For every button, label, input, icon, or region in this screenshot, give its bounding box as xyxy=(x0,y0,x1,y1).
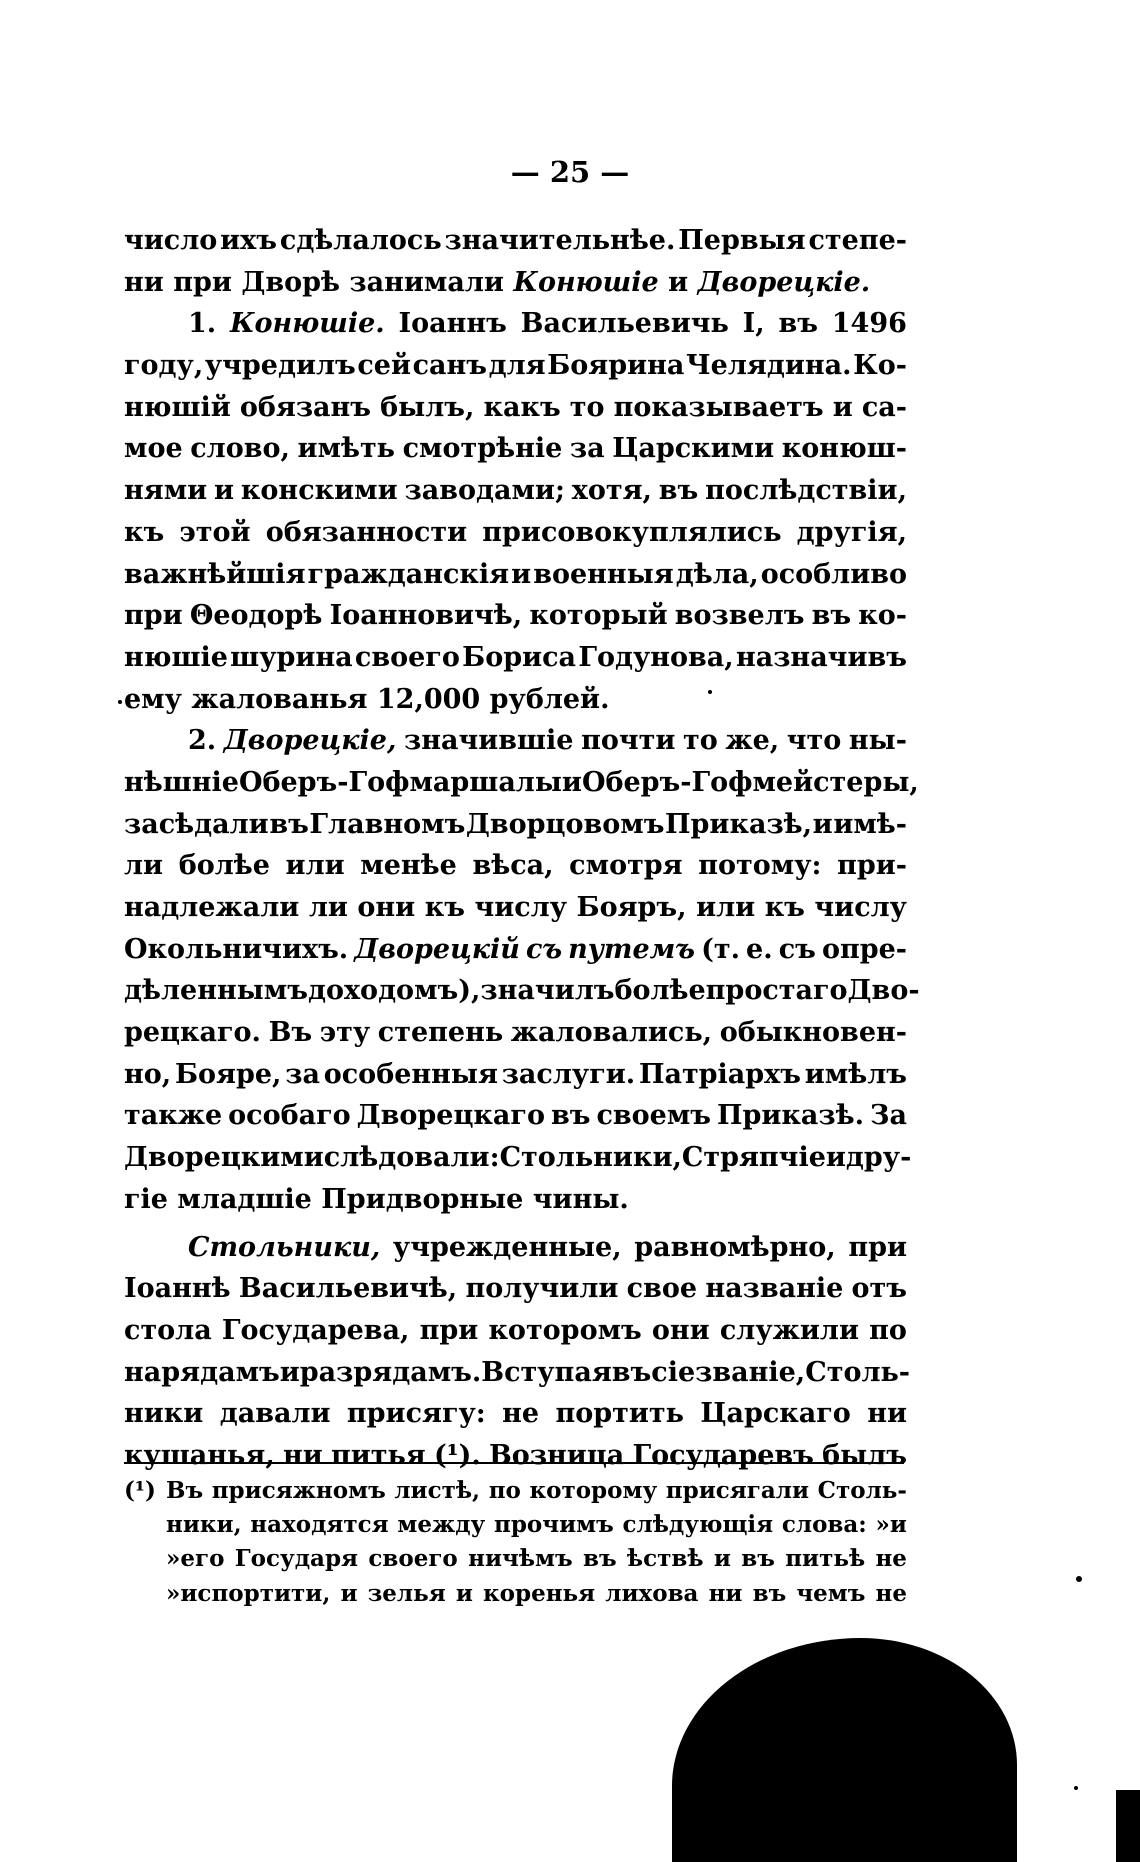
word: важнѣйшія xyxy=(124,558,306,590)
text-line xyxy=(124,1393,907,1435)
word: обязанности xyxy=(265,516,468,548)
word: въ xyxy=(550,1100,591,1132)
word: Боярина xyxy=(547,350,685,382)
word: рецкаго. xyxy=(124,1017,261,1049)
text-line xyxy=(124,1137,912,1179)
word: военныя xyxy=(533,558,674,590)
word: хотя, xyxy=(571,475,652,507)
word: за xyxy=(569,433,605,465)
word: Стольники, xyxy=(499,1142,682,1174)
word: ко- xyxy=(858,600,907,632)
word: Дво- xyxy=(847,975,920,1007)
word: присягу: xyxy=(346,1398,486,1430)
text-line xyxy=(124,595,907,637)
text-line xyxy=(124,929,907,971)
text-line xyxy=(124,470,907,512)
text-line xyxy=(124,1179,907,1221)
word: которомъ xyxy=(488,1314,642,1346)
word: Бояре, xyxy=(174,1058,282,1090)
word: ни xyxy=(708,1579,743,1607)
word: особливо xyxy=(760,558,907,590)
word: который xyxy=(529,600,668,632)
word: лихова xyxy=(605,1579,699,1607)
word: не xyxy=(875,1545,907,1573)
word: Въ xyxy=(166,1477,204,1504)
word: чины. xyxy=(532,1183,629,1215)
word: Главномъ xyxy=(309,808,466,840)
word: Іоанновичѣ, xyxy=(329,600,523,632)
word: возвелъ xyxy=(674,600,805,632)
word: Государевъ xyxy=(632,1439,814,1471)
word: конскими xyxy=(240,475,398,507)
text-line xyxy=(124,345,907,387)
word: присягали xyxy=(665,1477,810,1504)
word: и xyxy=(214,475,235,507)
word: »и xyxy=(875,1511,907,1539)
word: Дворецкаго xyxy=(356,1100,545,1132)
word: менѣе xyxy=(360,850,457,882)
word: Первыя xyxy=(678,225,806,256)
word: мое xyxy=(124,433,183,465)
word: и xyxy=(832,391,853,423)
word: I, xyxy=(742,308,765,340)
word: дѣленнымъ xyxy=(124,975,308,1007)
word: въ xyxy=(611,1356,652,1388)
word: названіе xyxy=(705,1273,844,1305)
word: вѣса, xyxy=(472,850,554,882)
word: болѣе xyxy=(178,850,270,882)
text-line xyxy=(124,1095,907,1137)
word: къ xyxy=(424,892,465,923)
word: Бояръ, xyxy=(576,892,687,923)
word: гіе xyxy=(124,1183,168,1215)
word: кушанья, xyxy=(124,1439,275,1471)
word: Θеодорѣ xyxy=(189,600,323,632)
word: питьѣ xyxy=(785,1545,866,1573)
word: по xyxy=(869,1314,907,1346)
word: ники xyxy=(124,1398,204,1430)
word: разрядамъ. xyxy=(299,1356,482,1388)
word: шурина xyxy=(230,641,353,673)
word: нарядамъ xyxy=(124,1356,280,1388)
word: Стольники, xyxy=(188,1231,381,1263)
word: равномѣрно, xyxy=(634,1231,836,1263)
text-line xyxy=(124,554,907,596)
word: не xyxy=(875,1579,907,1607)
word: въ xyxy=(741,1545,775,1573)
word: дру- xyxy=(845,1142,912,1174)
word: слѣдующія xyxy=(622,1511,774,1539)
body-text xyxy=(124,220,920,1477)
word: Приказѣ. xyxy=(716,1100,864,1132)
word: былъ, xyxy=(380,391,475,423)
word: Оберъ-Гофмаршалы xyxy=(238,766,562,798)
scan-page-edge-shadow xyxy=(1116,1790,1140,1862)
text-line xyxy=(124,637,907,679)
word: въ xyxy=(811,600,852,632)
word: Дворецкіе. xyxy=(697,266,871,298)
footnote-line xyxy=(124,1542,907,1576)
word: званіе, xyxy=(695,1356,806,1388)
word: Ко- xyxy=(853,350,907,382)
word: (¹). xyxy=(433,1439,481,1471)
word: ли xyxy=(124,850,164,882)
word: 12,000 xyxy=(376,683,481,715)
text-line xyxy=(124,1227,907,1269)
word: при xyxy=(848,1231,907,1263)
word: сдѣлалось xyxy=(279,225,442,256)
word: въ xyxy=(658,475,699,507)
word: конюш- xyxy=(781,433,907,465)
word: »испортити, xyxy=(166,1579,331,1607)
word: значившіе xyxy=(403,725,574,757)
word: и xyxy=(668,266,689,298)
word: са- xyxy=(861,391,907,423)
word: Дворецкіе, xyxy=(223,725,397,757)
word: къ xyxy=(124,516,165,548)
word: для xyxy=(488,350,546,382)
text-line xyxy=(124,845,907,887)
word: свое xyxy=(626,1273,698,1305)
word: ни xyxy=(867,1398,907,1430)
text-line xyxy=(124,1435,907,1477)
word: дѣла, xyxy=(675,558,759,590)
word: съ xyxy=(778,933,816,965)
footnote-line xyxy=(124,1508,907,1542)
word: степень xyxy=(377,1017,504,1049)
word: имѣть xyxy=(297,433,396,465)
word: и xyxy=(561,766,582,798)
word: рублей. xyxy=(489,683,610,715)
word: путемъ xyxy=(568,933,695,965)
word: ны- xyxy=(848,725,907,757)
word: или xyxy=(285,850,345,882)
word: ѣствѣ xyxy=(626,1545,704,1573)
text-line xyxy=(124,262,907,304)
footnote xyxy=(124,1474,907,1611)
word: доходомъ), xyxy=(307,975,481,1007)
word: находятся xyxy=(250,1511,389,1539)
word: значительнѣе. xyxy=(444,225,676,256)
word: между xyxy=(397,1511,486,1539)
word: въ xyxy=(752,1579,787,1607)
word: году, xyxy=(124,350,204,382)
word: показываетъ xyxy=(613,391,824,423)
text-line xyxy=(124,428,907,470)
word: значилъ xyxy=(480,975,615,1007)
word: и xyxy=(825,1142,846,1174)
word: или xyxy=(696,892,756,923)
word: съ xyxy=(526,933,563,965)
word: Возница xyxy=(488,1439,625,1471)
word: но, xyxy=(124,1058,172,1090)
word: Царскаго xyxy=(700,1398,851,1430)
word: нѣшніе xyxy=(124,766,239,798)
word: жаловались, xyxy=(510,1017,713,1049)
word: нюшій xyxy=(124,391,231,423)
word: учредилъ xyxy=(204,350,356,382)
word: стола xyxy=(124,1314,212,1346)
word: обыкновен- xyxy=(719,1017,907,1049)
word: Стряпчіе xyxy=(681,1142,826,1174)
word: сіе xyxy=(651,1356,696,1388)
word: же, xyxy=(725,725,780,757)
word: и xyxy=(511,558,532,590)
word: Оберъ-Гофмейстеры, xyxy=(581,766,919,798)
word: ни xyxy=(282,1439,323,1471)
word: за xyxy=(285,1058,320,1090)
word: степе- xyxy=(808,225,907,256)
word: Царскими xyxy=(612,433,775,465)
word: ему xyxy=(124,683,182,715)
word: Дворѣ xyxy=(241,266,340,298)
word: имѣлъ xyxy=(804,1058,907,1090)
word: числу xyxy=(814,892,907,923)
word: простаго xyxy=(705,975,848,1007)
word: Государя xyxy=(234,1545,359,1573)
word: Іоаннъ xyxy=(398,308,507,340)
word: жалованья xyxy=(191,683,368,715)
word: занимали xyxy=(349,266,504,298)
word: санъ xyxy=(412,350,488,382)
word: нюшіе xyxy=(124,641,228,673)
word: Придворные xyxy=(321,1183,524,1215)
word: Васильевичѣ, xyxy=(238,1273,458,1305)
word: назначивъ xyxy=(735,641,907,673)
word: смотрѣніе xyxy=(402,433,563,465)
text-line xyxy=(124,804,907,846)
word: питья xyxy=(330,1439,426,1471)
word: зелья xyxy=(367,1579,446,1607)
word: въ xyxy=(582,1545,617,1573)
word: Дворцовомъ xyxy=(465,808,665,840)
text-line xyxy=(124,679,907,721)
text-line xyxy=(124,1268,907,1310)
word: Приказѣ, xyxy=(665,808,813,840)
word: что xyxy=(786,725,842,757)
word: младшіе xyxy=(177,1183,312,1215)
word: надлежали xyxy=(124,892,300,923)
word: 2. xyxy=(188,725,217,757)
word: сей xyxy=(357,350,411,382)
word: »его xyxy=(166,1545,225,1573)
word: Бориса xyxy=(462,641,577,673)
scan-speck xyxy=(118,700,122,704)
scan-speck xyxy=(708,690,712,694)
word: въ xyxy=(778,308,818,340)
word: засѣдали xyxy=(124,808,269,840)
word: то xyxy=(682,725,718,757)
word: (т. xyxy=(701,933,740,965)
word: опре- xyxy=(821,933,907,965)
word: и xyxy=(812,808,833,840)
text-line xyxy=(124,512,907,554)
word: Въ xyxy=(268,1017,313,1049)
word: болѣе xyxy=(614,975,706,1007)
word: Іоаннѣ xyxy=(124,1273,231,1305)
word: они xyxy=(357,892,416,923)
word: особенныя xyxy=(323,1058,498,1090)
word: своего xyxy=(354,641,460,673)
word: служили xyxy=(719,1314,859,1346)
word: слово, xyxy=(190,433,290,465)
word: учрежденные, xyxy=(392,1231,622,1263)
word: они xyxy=(651,1314,710,1346)
word: Столь- xyxy=(805,1356,911,1388)
word: Патріархъ xyxy=(638,1058,801,1090)
text-line xyxy=(124,1310,907,1352)
word: прочимъ xyxy=(493,1511,614,1539)
word: слова: xyxy=(781,1511,867,1539)
word: Вступая xyxy=(481,1356,612,1388)
scan-speck xyxy=(1076,1576,1082,1582)
word: то xyxy=(569,391,605,423)
word: по xyxy=(488,1477,521,1504)
word: имѣ- xyxy=(833,808,907,840)
word: присовокуплялись xyxy=(482,516,782,548)
text-line xyxy=(124,1352,911,1394)
word: при xyxy=(173,266,232,298)
word: которому xyxy=(529,1477,658,1504)
word: присяжномъ xyxy=(211,1477,386,1504)
text-line xyxy=(124,1054,907,1096)
text-line xyxy=(124,1012,907,1054)
word: За xyxy=(869,1100,907,1132)
word: листѣ, xyxy=(394,1477,481,1504)
word: нями xyxy=(124,475,208,507)
word: Челядина. xyxy=(686,350,852,382)
word: въ xyxy=(269,808,309,840)
word: Годунова, xyxy=(578,641,734,673)
word: ничѣмъ xyxy=(468,1545,573,1573)
word: отъ xyxy=(851,1273,907,1305)
word: 1496 xyxy=(831,308,907,340)
word: Конюшіе. xyxy=(229,308,385,340)
word: и xyxy=(279,1356,300,1388)
word: ни xyxy=(124,266,164,298)
footnote-separator-rule xyxy=(124,1462,904,1464)
word: коренья xyxy=(483,1579,596,1607)
word: послѣдствіи, xyxy=(705,475,907,507)
word: почти xyxy=(581,725,676,757)
footnote-first-line-text xyxy=(166,1474,907,1508)
word: ихъ xyxy=(220,225,277,256)
word: получили xyxy=(465,1273,619,1305)
word: обязанъ xyxy=(239,391,372,423)
word: Дворецкій xyxy=(354,933,520,965)
word: портить xyxy=(555,1398,684,1430)
word: Окольничихъ. xyxy=(124,933,349,965)
word: гражданскія xyxy=(307,558,510,590)
text-line xyxy=(124,720,907,762)
word: былъ xyxy=(822,1439,907,1471)
word: своемъ xyxy=(596,1100,711,1132)
word: къ xyxy=(764,892,805,923)
word: Государева, xyxy=(221,1314,410,1346)
footnote-marker: (¹) xyxy=(124,1477,156,1504)
word: смотря xyxy=(569,850,683,882)
word: 1. xyxy=(188,308,217,340)
word: и xyxy=(455,1579,473,1607)
word: Конюшіе xyxy=(513,266,659,298)
scan-ink-blot-left xyxy=(690,1740,730,1862)
word: также xyxy=(124,1100,223,1132)
word: другія, xyxy=(796,516,907,548)
footnote-line xyxy=(124,1577,907,1611)
word: ники, xyxy=(166,1511,242,1539)
word: Васильевичь xyxy=(520,308,729,340)
word: какъ xyxy=(483,391,561,423)
text-line xyxy=(124,387,907,429)
footnote-line xyxy=(124,1474,907,1508)
text-line xyxy=(124,970,920,1012)
word: особаго xyxy=(228,1100,351,1132)
word: эту xyxy=(319,1017,371,1049)
page-number: — 25 — xyxy=(510,155,630,189)
word: е. xyxy=(746,933,773,965)
word: число xyxy=(124,225,218,256)
word: чемъ xyxy=(796,1579,866,1607)
word: заводами; xyxy=(404,475,565,507)
word: заслуги. xyxy=(501,1058,636,1090)
word: этой xyxy=(179,516,251,548)
word: потому: xyxy=(698,850,822,882)
text-line xyxy=(124,220,907,262)
text-line xyxy=(124,762,919,804)
word: и xyxy=(340,1579,358,1607)
word: числу xyxy=(474,892,568,923)
word: давали xyxy=(219,1398,331,1430)
word: ли xyxy=(308,892,348,923)
word: при- xyxy=(837,850,907,882)
word: Дворецкими xyxy=(124,1142,324,1174)
scan-speck xyxy=(1074,1786,1078,1790)
word: не xyxy=(502,1398,540,1430)
word: и xyxy=(713,1545,731,1573)
word: слѣдовали: xyxy=(323,1142,500,1174)
word: при xyxy=(124,600,183,632)
text-line xyxy=(124,303,907,345)
word: Столь- xyxy=(817,1477,907,1504)
text-line xyxy=(124,887,907,929)
word: при xyxy=(419,1314,479,1346)
word: своего xyxy=(368,1545,458,1573)
